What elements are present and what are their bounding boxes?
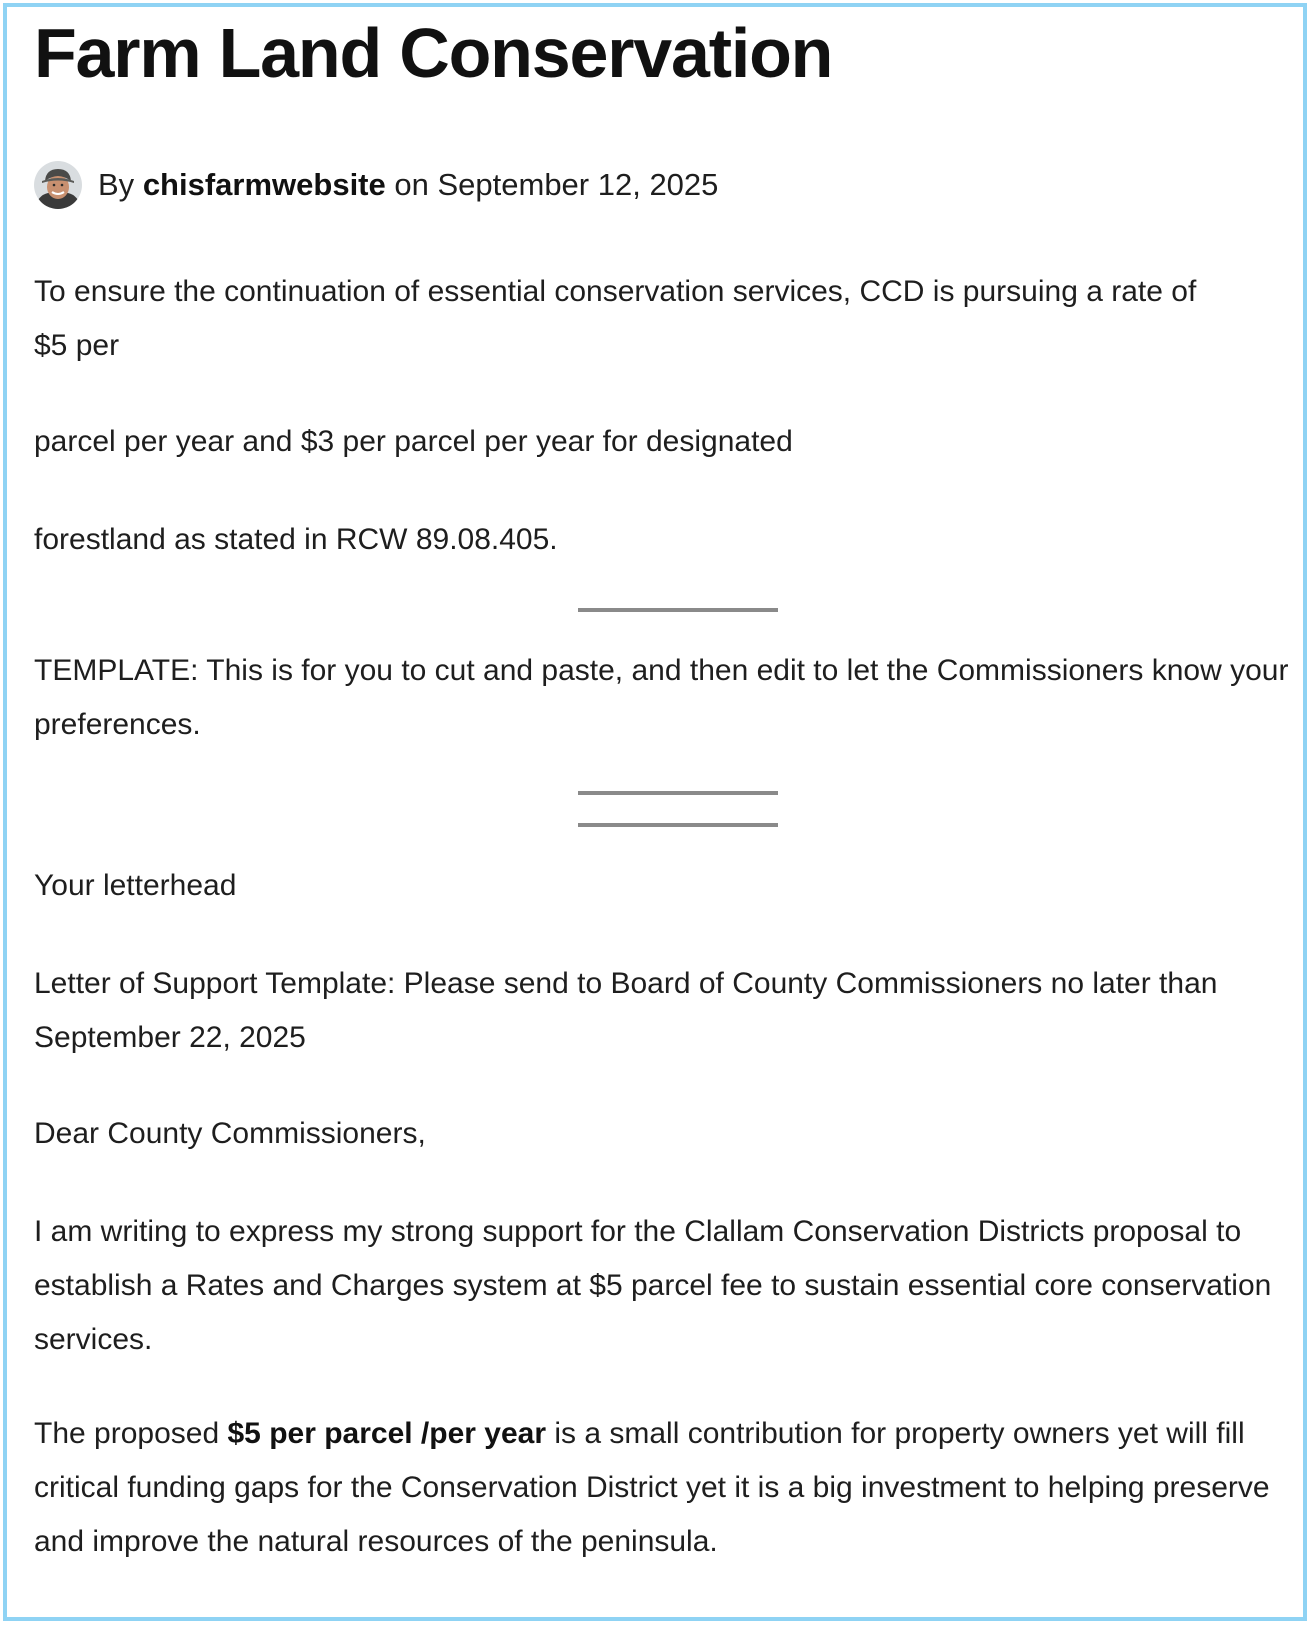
separator — [578, 823, 778, 827]
separator — [578, 608, 778, 612]
proposed-amount: $5 per parcel /per year — [227, 1417, 547, 1450]
paragraph-support: I am writing to express my strong support for the Clallam Conservation Districts proposal to establish a Rates and Charges system at $5 parcel fee to sustain essential core conservation services. — [34, 1215, 1272, 1356]
paragraph-salutation: Dear County Commissioners, — [34, 1117, 426, 1150]
paragraph-forestland: forestland as stated in RCW 89.08.405. — [34, 523, 558, 556]
page-frame — [3, 3, 1307, 1621]
author-avatar[interactable] — [34, 161, 82, 209]
paragraph-proposed — [34, 1407, 1296, 1569]
avatar-icon — [34, 161, 82, 209]
byline-by-label: By — [98, 167, 135, 202]
author-link[interactable]: chisfarmwebsite — [142, 167, 386, 202]
paragraph-template-note: TEMPLATE: This is for you to cut and paste, and then edit to let the Commissioners know your preferences. — [34, 654, 1289, 741]
post-title: Farm Land Conservation — [34, 14, 833, 92]
proposed-prefix: The proposed — [34, 1417, 220, 1450]
post-byline — [34, 159, 718, 211]
paragraph-rate-line2: $5 per — [34, 329, 120, 362]
proposed-suffix: is a small contribution for property owners yet will fill critical funding gaps for the Conservation District yet it is a big investment to helping preserve and improve the natural resources of the peninsula. — [34, 1417, 1270, 1558]
paragraph-letter-intro: Letter of Support Template: Please send to Board of County Commissioners no later than September 22, 2025 — [34, 967, 1218, 1054]
paragraph-letterhead: Your letterhead — [34, 869, 237, 902]
byline-on-label: on — [394, 167, 429, 202]
paragraph-rate — [34, 265, 1296, 373]
post-date: September 12, 2025 — [437, 167, 719, 202]
paragraph-parcel: parcel per year and $3 per parcel per year for designated — [34, 425, 793, 458]
separator — [578, 791, 778, 795]
paragraph-rate-line1: To ensure the continuation of essential conservation services, CCD is pursuing a rate of — [34, 275, 1197, 308]
